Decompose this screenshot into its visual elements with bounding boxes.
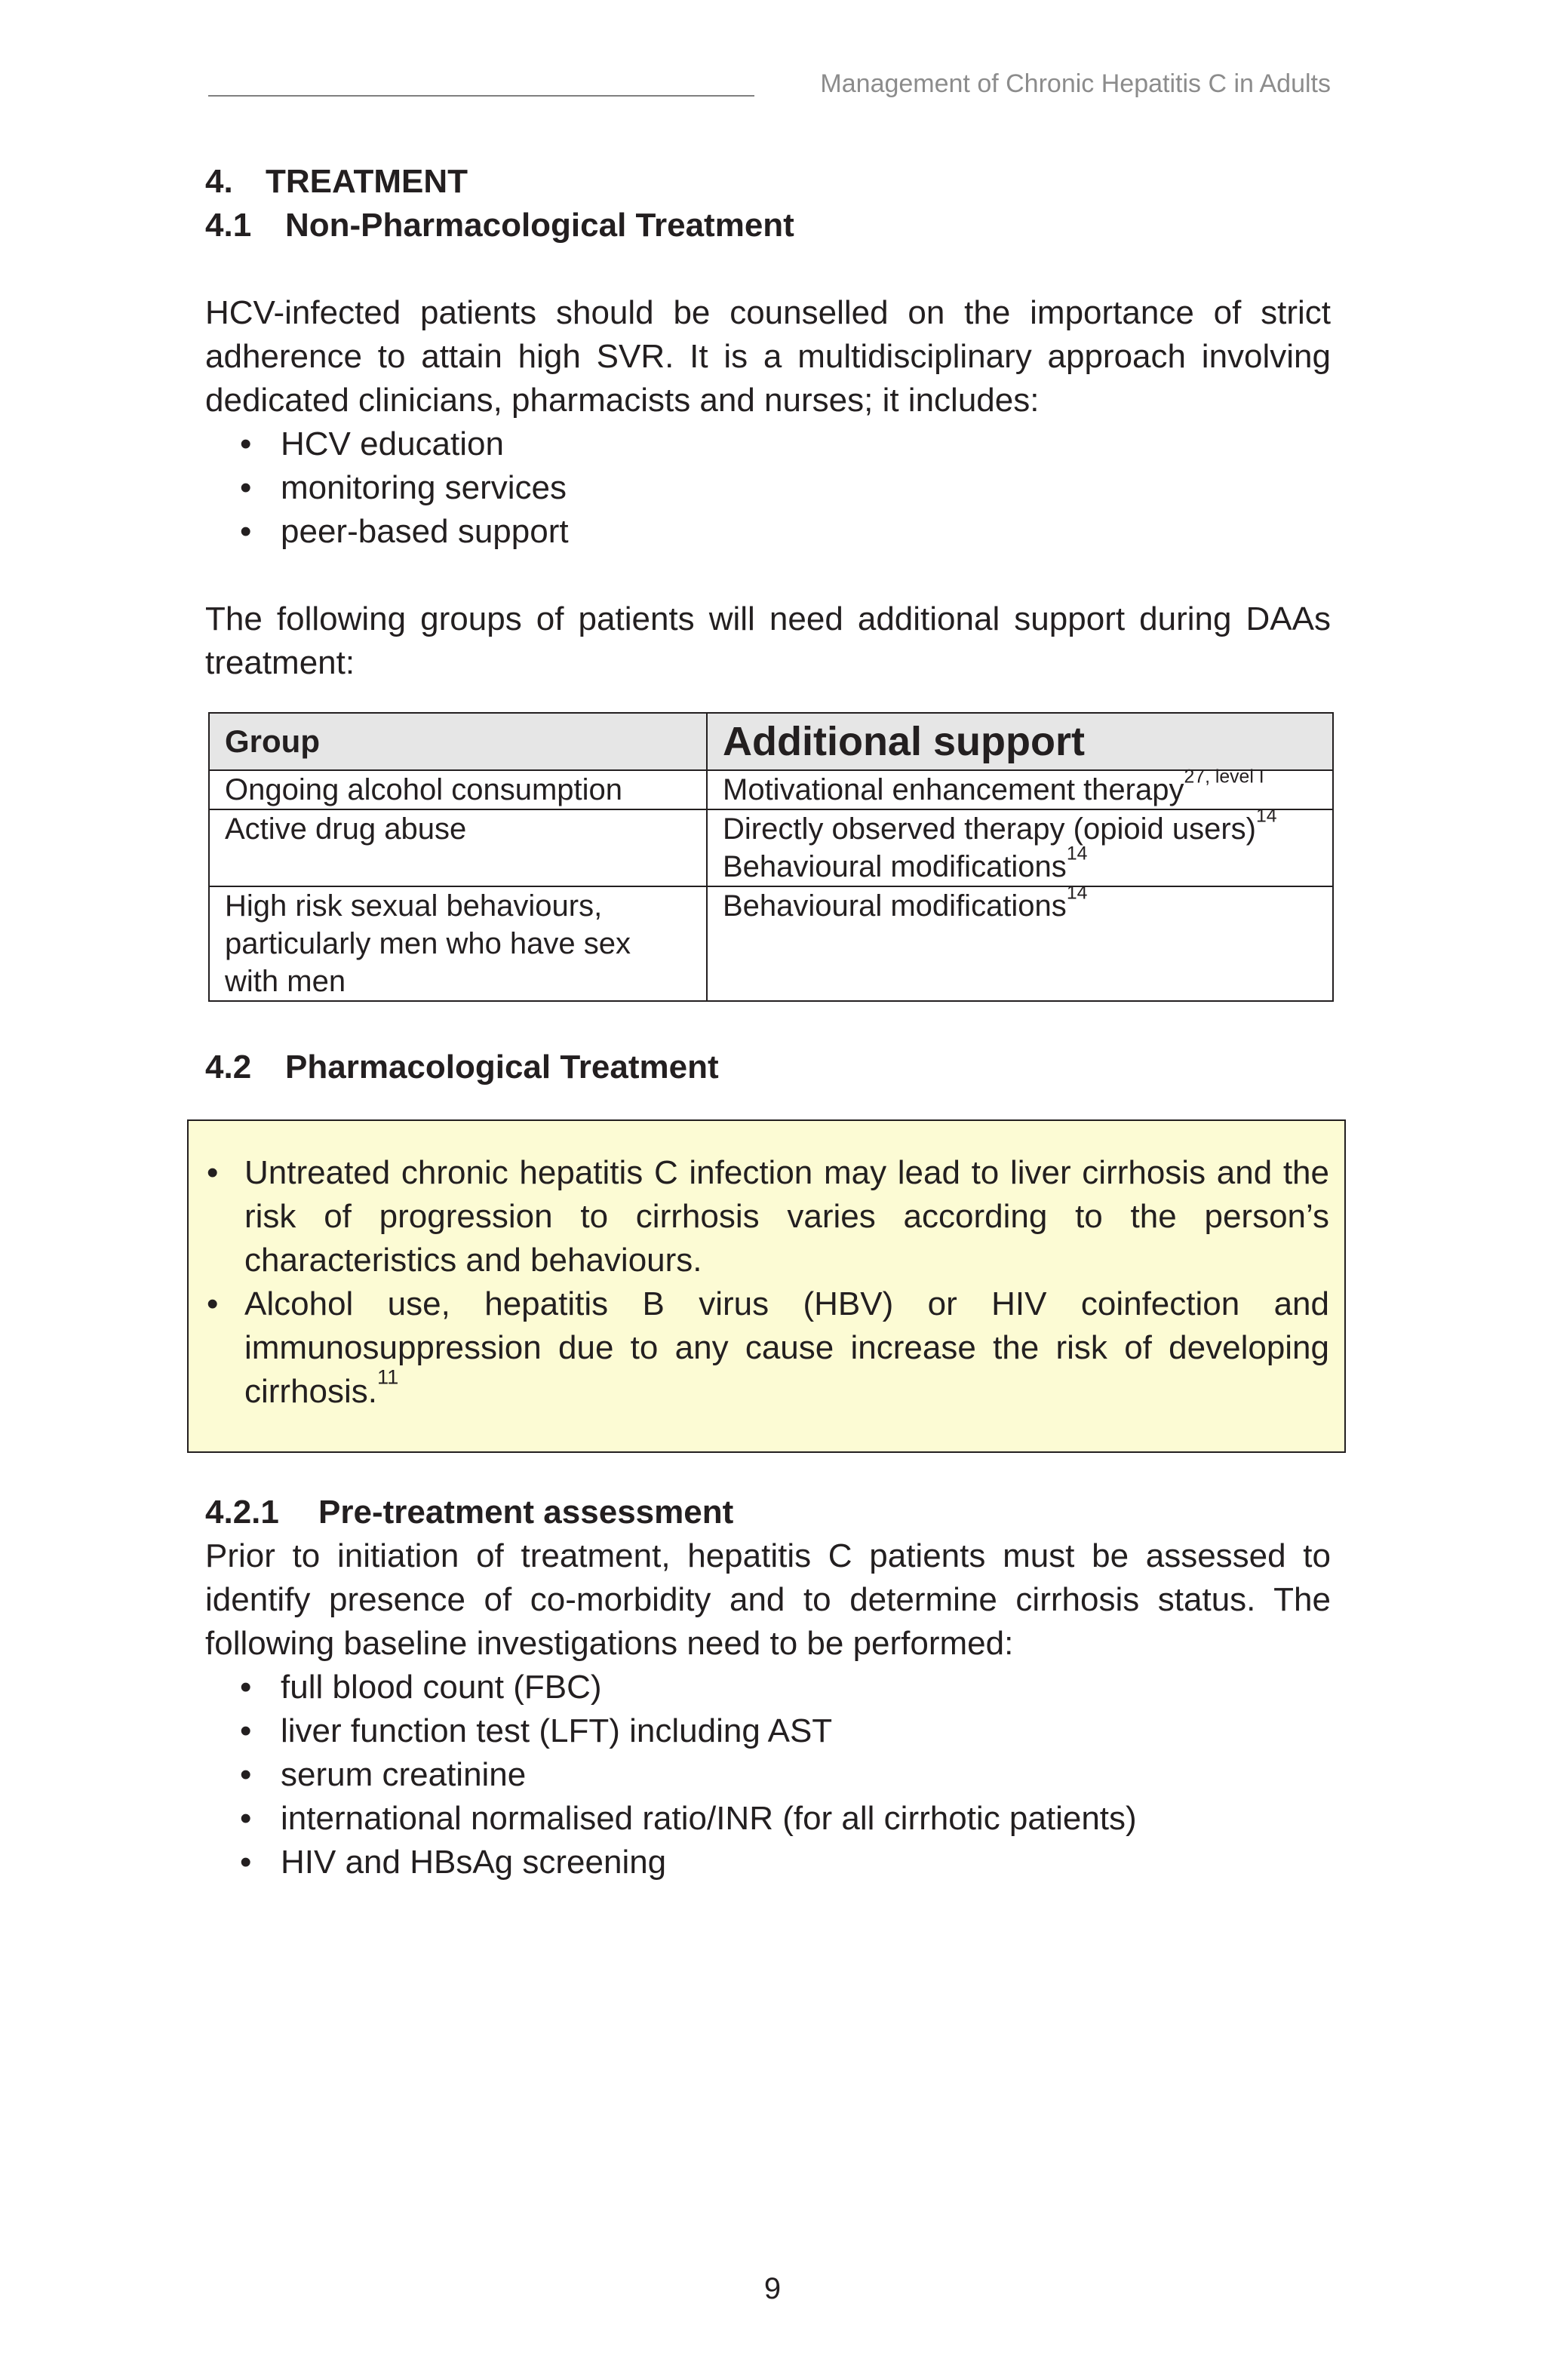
- page-content: [205, 160, 1331, 1884]
- section-4-2-1-title: Pre-treatment assessment: [318, 1494, 734, 1531]
- reference-superscript: 27, level I: [1184, 766, 1264, 788]
- table-cell-group: High risk sexual behaviours, particularly men who have sex with men: [209, 886, 707, 1001]
- bullet-glyph: •: [207, 1285, 219, 1322]
- list-item-text: peer-based support: [281, 513, 569, 550]
- key-point-text: Untreated chronic hepatitis C infection may lead to liver cirrhosis and the risk of progression to cirrhosis varies according to the person’s characteristics and behaviours.: [244, 1154, 1329, 1279]
- table-row: [209, 809, 1333, 886]
- bullet-glyph: •: [240, 513, 252, 550]
- bullet-glyph: •: [240, 1844, 252, 1881]
- bullet-glyph: •: [207, 1154, 219, 1191]
- section-4-2-1-heading: [205, 1491, 1331, 1534]
- page-number: 9: [763, 2272, 782, 2305]
- section-4-2-heading: [205, 1046, 1331, 1089]
- list-item: [240, 466, 1331, 510]
- list-item-text: monitoring services: [281, 469, 567, 506]
- section-4-1-intro: HCV-infected patients should be counselled on the importance of strict adherence to attain high SVR. It is a multidisciplinary approach involving dedicated clinicians, pharmacists and nurses; it includes:: [205, 294, 1331, 419]
- list-item: [240, 510, 1331, 554]
- bullet-glyph: •: [240, 1800, 252, 1837]
- list-item-text: full blood count (FBC): [281, 1669, 602, 1706]
- section-4-1-heading: [205, 204, 1331, 247]
- section-4-2-1-intro: Prior to initiation of treatment, hepatitis C patients must be assessed to identify presence of co-morbidity and to determine cirrhosis status. The following baseline investigations need to be performed:: [205, 1537, 1331, 1662]
- list-item: [240, 1709, 1331, 1753]
- list-item: [204, 1282, 1329, 1414]
- support-text: Motivational enhancement therapy: [723, 773, 1184, 806]
- list-item-text: serum creatinine: [281, 1756, 527, 1793]
- reference-superscript: 11: [377, 1365, 399, 1389]
- groups-intro: The following groups of patients will need additional support during DAAs treatment:: [205, 600, 1331, 681]
- support-text: Behavioural modifications: [723, 850, 1067, 883]
- section-4-1-title: Non-Pharmacological Treatment: [285, 207, 794, 244]
- reference-superscript: 14: [1066, 843, 1088, 864]
- key-point-text: Alcohol use, hepatitis B virus (HBV) or HIV coinfection and immunosuppression due to any cause increase the risk of developing cirrhosis.: [244, 1285, 1329, 1410]
- section-4-1-number: 4.1: [205, 207, 252, 244]
- reference-superscript: 14: [1255, 806, 1277, 827]
- table-cell-support: [707, 806, 1333, 886]
- list-item-text: liver function test (LFT) including AST: [281, 1712, 833, 1749]
- section-4-2-1-number: 4.2.1: [205, 1494, 279, 1531]
- header-rule: [208, 95, 754, 97]
- table-header-additional-support: Additional support: [707, 713, 1333, 770]
- table-cell-group: Ongoing alcohol consumption: [209, 770, 707, 809]
- list-item: [240, 422, 1331, 466]
- table-cell-support: [707, 883, 1333, 1001]
- section-4-number: 4.: [205, 163, 233, 200]
- section-4-title: TREATMENT: [266, 163, 468, 200]
- running-header-title: Management of Chronic Hepatitis C in Adults: [820, 69, 1331, 98]
- bullet-glyph: •: [240, 1669, 252, 1706]
- list-item-text: HIV and HBsAg screening: [281, 1844, 667, 1881]
- list-item-text: international normalised ratio/INR (for all cirrhotic patients): [281, 1800, 1137, 1837]
- table-cell-support: [707, 766, 1333, 809]
- running-header: [208, 69, 1331, 107]
- list-item: [240, 1666, 1331, 1709]
- section-4-heading: [205, 160, 1331, 204]
- section-4-2-title: Pharmacological Treatment: [285, 1049, 719, 1086]
- bullet-glyph: •: [240, 1756, 252, 1793]
- list-item-text: HCV education: [281, 425, 504, 462]
- section-4-1-bullet-list: [205, 422, 1331, 554]
- support-text: Directly observed therapy (opioid users): [723, 812, 1256, 846]
- baseline-investigations-list: [205, 1666, 1331, 1884]
- table-row: [209, 770, 1333, 809]
- bullet-glyph: •: [240, 1712, 252, 1749]
- table-row: [209, 886, 1333, 1001]
- list-item: [204, 1151, 1329, 1282]
- key-points-box: [187, 1119, 1346, 1453]
- bullet-glyph: •: [240, 469, 252, 506]
- reference-superscript: 14: [1066, 883, 1088, 904]
- list-item: [240, 1753, 1331, 1797]
- list-item: [240, 1841, 1331, 1884]
- section-4-2-number: 4.2: [205, 1049, 252, 1086]
- key-points-list: [204, 1151, 1329, 1414]
- support-text: Behavioural modifications: [723, 889, 1067, 923]
- list-item: [240, 1797, 1331, 1841]
- bullet-glyph: •: [240, 425, 252, 462]
- additional-support-table: [208, 712, 1334, 1002]
- table-header-row: [209, 713, 1333, 770]
- table-header-group: Group: [209, 713, 707, 770]
- table-cell-group: Active drug abuse: [209, 809, 707, 886]
